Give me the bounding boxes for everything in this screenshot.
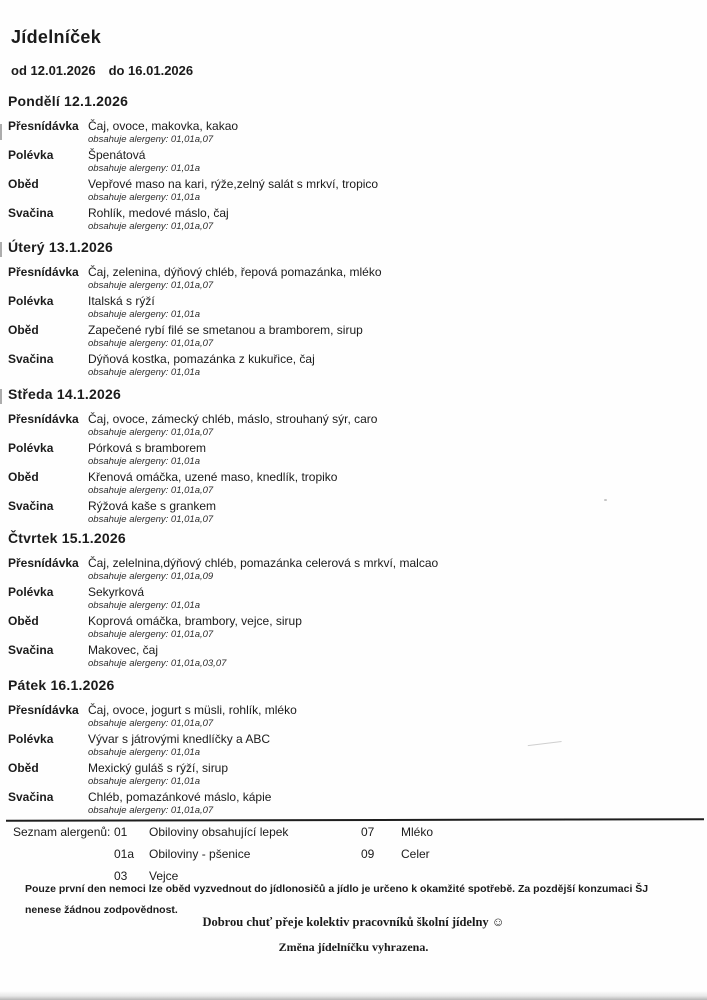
meal-row [8,177,700,206]
meal-allergens: obsahuje alergeny: 01,01a [88,776,200,787]
horizontal-divider [6,818,704,821]
meal-description: Chléb, pomazánkové máslo, kápie [88,790,272,804]
meal-type-label: Polévka [8,441,54,455]
meal-allergens: obsahuje alergeny: 01,01a,07 [88,338,214,349]
date-range [11,63,193,78]
meal-row [8,643,700,672]
meal-description: Rýžová kaše s grankem [88,499,217,513]
meal-description: Špenátová [88,148,146,162]
meal-type-label: Oběd [8,761,39,775]
meal-allergens: obsahuje alergeny: 01,01a [88,747,200,758]
day-heading: Úterý 13.1.2026 [8,239,113,255]
meal-row [8,790,700,819]
meal-allergens: obsahuje alergeny: 01,01a,07 [88,718,214,729]
meal-type-label: Přesnídávka [8,412,79,426]
meal-type-label: Polévka [8,294,54,308]
meal-allergens: obsahuje alergeny: 01,01a,07 [88,485,214,496]
meal-allergens: obsahuje alergeny: 01,01a,07 [88,629,214,640]
meal-row [8,294,700,323]
meal-row [8,323,700,352]
meal-allergens: obsahuje alergeny: 01,01a [88,600,200,611]
meal-allergens: obsahuje alergeny: 01,01a,07 [88,514,214,525]
meal-row [8,206,700,235]
scan-artifact [0,242,2,257]
meal-description: Rohlík, medové máslo, čaj [88,206,229,220]
meal-allergens: obsahuje alergeny: 01,01a [88,192,200,203]
day-heading: Pátek 16.1.2026 [8,677,115,693]
allergen-code: 03 [114,869,128,883]
meal-row [8,352,700,381]
allergen-legend-label: Seznam alergenů: [13,825,111,839]
meal-description: Sekyrková [88,585,145,599]
scan-artifact [0,124,2,140]
meal-type-label: Přesnídávka [8,265,79,279]
meal-description: Dýňová kostka, pomazánka z kukuřice, čaj [88,352,315,366]
meal-type-label: Polévka [8,148,54,162]
day-heading: Čtvrtek 15.1.2026 [8,530,126,546]
meal-type-label: Přesnídávka [8,703,79,717]
meal-type-label: Přesnídávka [8,556,79,570]
meal-row [8,703,700,732]
scan-artifact [0,389,2,404]
meal-allergens: obsahuje alergeny: 01,01a [88,309,200,320]
allergen-code: 01 [114,825,128,839]
bon-appetit-note: Dobrou chuť přeje kolektiv pracovníků školní jídelny ☺ [202,915,505,929]
meal-allergens: obsahuje alergeny: 01,01a [88,163,200,174]
meal-type-label: Oběd [8,614,39,628]
meal-row [8,556,700,585]
page-title: Jídelníček [11,27,102,47]
meal-type-label: Svačina [8,643,54,657]
meal-allergens: obsahuje alergeny: 01,01a [88,456,200,467]
date-to: do 16.01.2026 [108,63,194,78]
day-section-tuesday [8,239,700,381]
allergen-name: Vejce [149,869,179,883]
day-heading: Pondělí 12.1.2026 [8,93,129,109]
meal-description: Italská s rýží [88,294,155,308]
meal-allergens: obsahuje alergeny: 01,01a,07 [88,221,214,232]
menu-change-disclaimer: Změna jídelníčku vyhrazena. [278,940,429,954]
meal-type-label: Svačina [8,352,54,366]
meal-type-label: Přesnídávka [8,119,79,133]
meal-type-label: Oběd [8,470,39,484]
meal-row [8,614,700,643]
meal-type-label: Svačina [8,499,54,513]
allergen-name: Celer [401,847,430,861]
meal-row [8,585,700,614]
meal-allergens: obsahuje alergeny: 01,01a,07 [88,427,214,438]
meal-description: Koprová omáčka, brambory, vejce, sirup [88,614,302,628]
meal-row [8,732,700,761]
meal-description: Zapečené rybí filé se smetanou a bramborem, sirup [88,323,363,337]
meal-allergens: obsahuje alergeny: 01,01a,07 [88,805,214,816]
day-section-monday [8,93,700,235]
meal-type-label: Oběd [8,177,39,191]
meal-row [8,265,700,294]
scan-artifact [604,499,607,501]
meal-description: Pórková s bramborem [88,441,207,455]
meal-description: Makovec, čaj [88,643,159,657]
day-section-wednesday [8,386,700,528]
meal-row [8,441,700,470]
meal-type-label: Svačina [8,206,54,220]
meal-allergens: obsahuje alergeny: 01,01a,07 [88,134,214,145]
meal-type-label: Polévka [8,585,54,599]
meal-row [8,119,700,148]
day-section-thursday [8,530,700,672]
meal-allergens: obsahuje alergeny: 01,01a,09 [88,571,214,582]
scan-bottom-edge [0,991,707,1000]
allergen-code: 07 [361,825,375,839]
meal-row [8,412,700,441]
allergen-name: Obiloviny - pšenice [149,847,251,861]
meal-allergens: obsahuje alergeny: 01,01a [88,367,200,378]
sick-day-pickup-note: Pouze první den nemoci lze oběd vyzvednout do jídlonosičů a jídlo je určeno k okamžité spotřebě. Za pozdější konzumaci ŠJ nenese žádnou zodpovědnost. [25,883,649,916]
meal-row [8,761,700,790]
meal-description: Vývar s játrovými knedlíčky a ABC [88,732,271,746]
meal-description: Čaj, ovoce, jogurt s müsli, rohlík, mléko [88,703,297,717]
meal-description: Čaj, zelelnina,dýňový chléb, pomazánka celerová s mrkví, malcao [88,556,439,570]
meal-type-label: Oběd [8,323,39,337]
meal-allergens: obsahuje alergeny: 01,01a,03,07 [88,658,227,669]
meal-description: Čaj, zelenina, dýňový chléb, řepová pomazánka, mléko [88,265,382,279]
meal-row [8,470,700,499]
date-from: od 12.01.2026 [11,63,96,78]
allergen-name: Mléko [401,825,434,839]
allergen-code: 09 [361,847,375,861]
meal-description: Vepřové maso na kari, rýže,zelný salát s mrkví, tropico [88,177,379,191]
meal-row [8,499,700,528]
day-heading: Středa 14.1.2026 [8,386,121,402]
day-section-friday [8,677,700,819]
allergen-code: 01a [114,847,135,861]
meal-row [8,148,700,177]
meal-type-label: Svačina [8,790,54,804]
meal-allergens: obsahuje alergeny: 01,01a,07 [88,280,214,291]
meal-description: Čaj, ovoce, zámecký chléb, máslo, strouhaný sýr, caro [88,412,378,426]
meal-description: Křenová omáčka, uzené maso, knedlík, tropiko [88,470,338,484]
meal-type-label: Polévka [8,732,54,746]
allergen-name: Obiloviny obsahující lepek [149,825,289,839]
meal-description: Mexický guláš s rýží, sirup [88,761,229,775]
meal-description: Čaj, ovoce, makovka, kakao [88,119,239,133]
